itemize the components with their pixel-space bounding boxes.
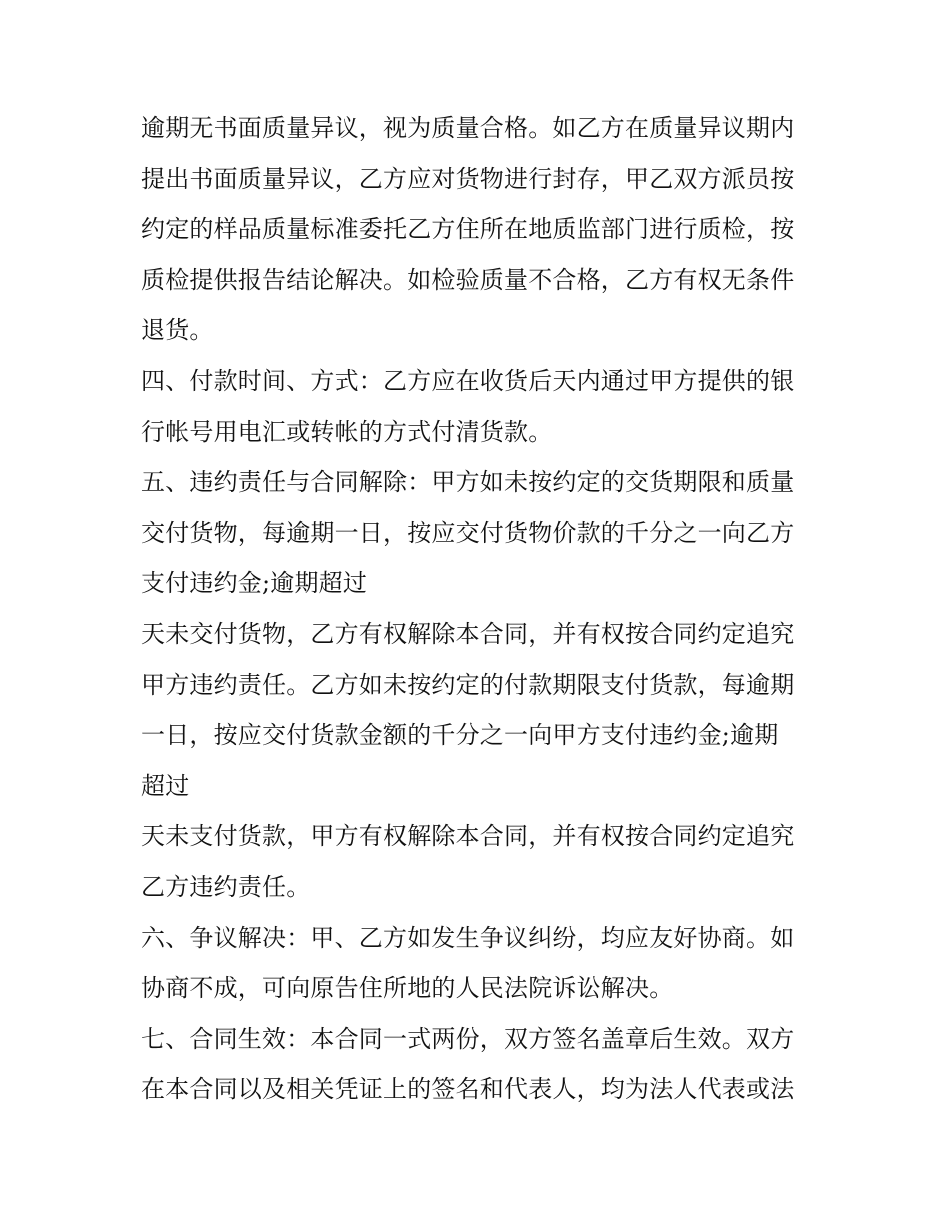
text-line: 在本合同以及相关凭证上的签名和代表人，均为法人代表或法 [141, 1075, 795, 1104]
section-heading-dispute: 六、争议解决：甲、乙方如发生争议纠纷，均应友好协商。如 [141, 923, 795, 952]
text-line: 提出书面质量异议，乙方应对货物进行封存，甲乙双方派员按 [141, 164, 795, 193]
text-line: 行帐号用电汇或转帐的方式付清货款。 [141, 417, 553, 446]
text-line: 一日，按应交付货款金额的千分之一向甲方支付违约金;逾期 [141, 721, 779, 750]
text-line: 质检提供报告结论解决。如检验质量不合格，乙方有权无条件 [141, 265, 795, 294]
contract-body-text [141, 103, 821, 1115]
section-heading-effect: 七、合同生效：本合同一式两份，双方签名盖章后生效。双方 [141, 1024, 795, 1053]
text-line: 天未交付货物，乙方有权解除本合同，并有权按合同约定追究 [141, 619, 795, 648]
text-line: 逾期无书面质量异议，视为质量合格。如乙方在质量异议期内 [141, 114, 795, 142]
text-line: 退货。 [141, 316, 214, 345]
text-line: 支付违约金;逾期超过 [141, 569, 368, 598]
text-line: 约定的样品质量标准委托乙方住所在地质监部门进行质检，按 [141, 215, 795, 244]
text-line: 超过 [141, 771, 190, 800]
section-heading-breach: 五、违约责任与合同解除：甲方如未按约定的交货期限和质量 [141, 468, 795, 497]
text-line: 交付货物，每逾期一日，按应交付货物价款的千分之一向乙方 [141, 518, 795, 547]
section-heading-payment: 四、付款时间、方式：乙方应在收货后天内通过甲方提供的银 [141, 366, 795, 395]
text-line: 乙方违约责任。 [141, 872, 311, 901]
text-line: 天未支付货款，甲方有权解除本合同，并有权按合同约定追究 [141, 822, 795, 851]
text-line: 协商不成，可向原告住所地的人民法院诉讼解决。 [141, 974, 674, 1003]
text-line: 甲方违约责任。乙方如未按约定的付款期限支付货款，每逾期 [141, 670, 795, 699]
